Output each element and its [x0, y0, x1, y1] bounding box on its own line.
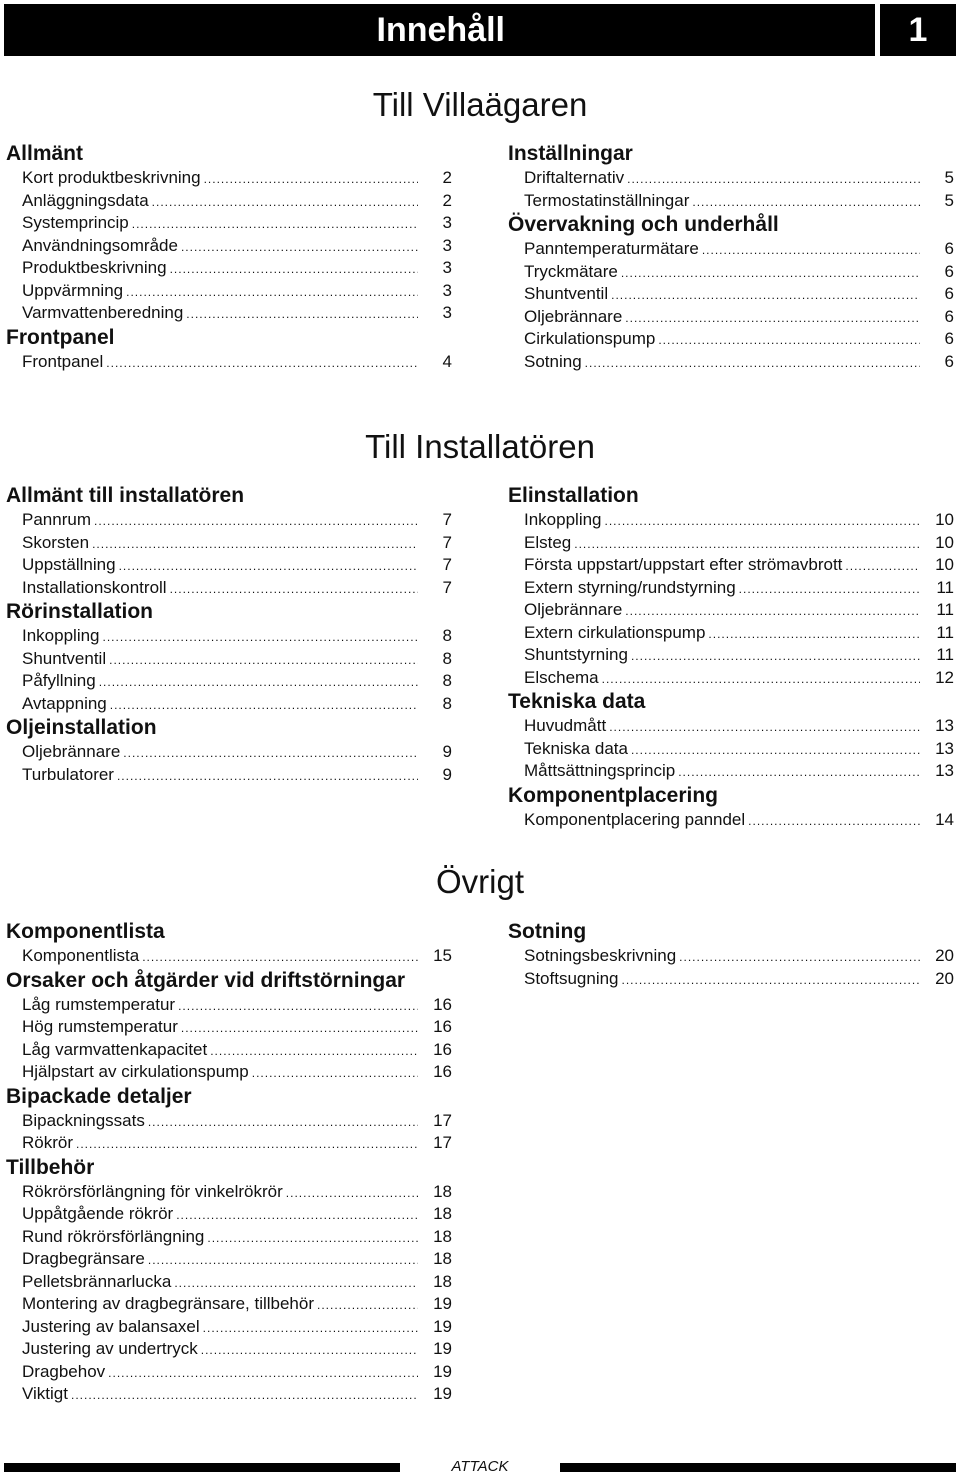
toc-entry-title: Justering av balansaxel: [22, 1316, 200, 1336]
toc-entry[interactable]: [6, 167, 452, 190]
toc-entry-page: 14: [935, 809, 954, 829]
toc-entry-title: Montering av dragbegränsare, tillbehör: [22, 1294, 315, 1313]
toc-entry-title: Oljebrännare: [524, 600, 623, 619]
toc-entry[interactable]: [508, 283, 954, 306]
toc-dot-leader: [108, 1362, 418, 1385]
toc-entry-title: Driftalternativ: [524, 168, 625, 187]
toc-entry-title: Frontpanel: [22, 351, 104, 371]
toc-entry[interactable]: [508, 306, 954, 329]
toc-dot-leader: [186, 303, 418, 326]
toc-dot-leader: [679, 946, 920, 969]
toc-entry-title: Inkoppling: [22, 626, 100, 645]
toc-entry[interactable]: [6, 1110, 452, 1133]
toc-entry[interactable]: [6, 577, 452, 600]
toc-group-heading: Rörinstallation: [6, 600, 154, 623]
toc-entry-title: Extern styrning/rundstyrning: [524, 577, 736, 597]
toc-entry-title: Dragbehov: [22, 1361, 106, 1381]
toc-entry-page: 18: [433, 1271, 452, 1291]
toc-entry-page: 3: [442, 303, 452, 322]
toc-entry-page: 16: [433, 1039, 452, 1059]
toc-entry-page: 7: [442, 510, 452, 529]
toc-group-heading: Tillbehör: [6, 1155, 95, 1179]
toc-dot-leader: [621, 262, 920, 285]
toc-entry[interactable]: [6, 509, 452, 532]
toc-entry-page: 10: [935, 510, 954, 529]
toc-dot-leader: [203, 1317, 418, 1340]
toc-entry-title: Uppställning: [22, 555, 116, 574]
toc-entry-page: 16: [433, 994, 452, 1014]
toc-entry-page: 3: [442, 258, 452, 277]
toc-entry[interactable]: [6, 1226, 452, 1249]
toc-entry-page: 16: [433, 1017, 452, 1036]
toc-entry-page: 18: [433, 1204, 452, 1223]
toc-dot-leader: [181, 1017, 418, 1040]
toc-entry-page: 17: [433, 1110, 452, 1130]
toc-entry[interactable]: [6, 257, 452, 280]
toc-entry-page: 10: [935, 532, 954, 552]
toc-entry[interactable]: [508, 945, 954, 968]
toc-entry[interactable]: [6, 1248, 452, 1271]
toc-entry[interactable]: [6, 1203, 452, 1226]
toc-entry[interactable]: [6, 190, 452, 213]
toc-entry-page: 6: [944, 284, 954, 303]
toc-entry-page: 11: [936, 645, 954, 664]
toc-dot-leader: [658, 329, 920, 352]
toc-entry[interactable]: [6, 1383, 452, 1406]
toc-column-ovrigt-right: [508, 919, 954, 990]
toc-entry-page: 8: [442, 693, 452, 713]
toc-entry[interactable]: [6, 280, 452, 303]
header-title-bar: [4, 4, 875, 56]
toc-entry[interactable]: [508, 715, 954, 738]
toc-entry[interactable]: [6, 625, 452, 648]
toc-entry[interactable]: [6, 670, 452, 693]
toc-entry-page: 7: [442, 555, 452, 574]
toc-entry[interactable]: [6, 1039, 452, 1062]
toc-column-ovrigt-left: [6, 919, 452, 1406]
toc-entry[interactable]: [6, 1061, 452, 1084]
toc-dot-leader: [76, 1133, 418, 1156]
toc-column-installatoren-right: [508, 483, 954, 831]
toc-entry-title: Låg varmvattenkapacitet: [22, 1039, 208, 1059]
toc-dot-leader: [605, 510, 920, 533]
toc-dot-leader: [574, 533, 920, 556]
page-title: Innehåll: [376, 11, 505, 49]
toc-entry-title: Varmvattenberedning: [22, 303, 184, 322]
toc-entry-title: Elsteg: [524, 532, 572, 552]
toc-dot-leader: [708, 623, 920, 646]
toc-entry-page: 7: [442, 532, 452, 552]
toc-dot-leader: [94, 510, 418, 533]
toc-entry-page: 11: [936, 622, 954, 642]
toc-entry-title: Påfyllning: [22, 671, 96, 690]
toc-dot-leader: [739, 578, 920, 601]
toc-entry[interactable]: [508, 509, 954, 532]
toc-dot-leader: [317, 1294, 418, 1317]
toc-entry[interactable]: [6, 994, 452, 1017]
toc-entry-title: Termostatinställningar: [524, 190, 690, 210]
toc-entry[interactable]: [6, 648, 452, 671]
toc-entry-title: Användningsområde: [22, 235, 178, 255]
toc-dot-leader: [132, 213, 418, 236]
toc-entry-title: Anläggningsdata: [22, 190, 149, 210]
toc-entry-title: Produktbeskrivning: [22, 258, 167, 277]
toc-entry-page: 13: [935, 761, 954, 780]
toc-entry-title: Uppvärmning: [22, 280, 124, 300]
toc-dot-leader: [252, 1062, 418, 1085]
toc-dot-leader: [210, 1040, 418, 1063]
toc-dot-leader: [174, 1272, 418, 1295]
toc-entry-page: 7: [442, 577, 452, 597]
toc-dot-leader: [631, 645, 920, 668]
toc-entry-title: Tryckmätare: [524, 261, 618, 281]
footer-rule-left: [4, 1463, 400, 1472]
section-title-installatoren: Till Installatören: [365, 428, 595, 465]
toc-group-heading: Frontpanel: [6, 325, 115, 349]
toc-group-heading: Allmänt: [6, 142, 84, 165]
toc-entry[interactable]: [508, 968, 954, 991]
toc-dot-leader: [702, 239, 920, 262]
toc-dot-leader: [178, 995, 418, 1018]
toc-group-heading: Oljeinstallation: [6, 716, 157, 739]
toc-dot-leader: [692, 191, 920, 214]
toc-group-heading: Komponentplacering: [508, 783, 719, 807]
toc-dot-leader: [119, 555, 418, 578]
toc-entry[interactable]: [508, 238, 954, 261]
toc-entry-page: 20: [935, 946, 954, 965]
toc-entry[interactable]: [6, 235, 452, 258]
toc-entry-page: 3: [442, 280, 452, 300]
toc-entry-title: Rökrörsförlängning för vinkelrökrör: [22, 1181, 283, 1201]
toc-entry-page: 11: [936, 577, 954, 597]
toc-dot-leader: [109, 649, 418, 672]
toc-entry[interactable]: [6, 1181, 452, 1204]
toc-entry[interactable]: [508, 622, 954, 645]
toc-group-heading: Elinstallation: [508, 484, 639, 507]
toc-entry-page: 8: [442, 626, 452, 645]
toc-entry-page: 17: [433, 1133, 452, 1152]
toc-entry-page: 6: [944, 261, 954, 281]
toc-entry-title: Bipackningssats: [22, 1110, 145, 1130]
toc-entry[interactable]: [508, 532, 954, 555]
toc-dot-leader: [170, 258, 418, 281]
page-number-box: 1: [880, 4, 956, 56]
toc-entry-page: 2: [442, 190, 452, 210]
toc-entry[interactable]: [6, 1016, 452, 1039]
toc-entry-page: 3: [442, 213, 452, 232]
toc-entry-page: 19: [433, 1316, 452, 1336]
section-title-villaagaren: Till Villaägaren: [372, 86, 588, 123]
toc-entry-page: 8: [442, 648, 452, 668]
section-title-ovrigt: Övrigt: [435, 863, 524, 900]
toc-dot-leader: [152, 191, 418, 214]
toc-entry-page: 19: [433, 1339, 452, 1358]
toc-dot-leader: [148, 1111, 418, 1134]
toc-entry-title: Pannrum: [22, 510, 91, 529]
toc-entry[interactable]: [6, 1338, 452, 1361]
toc-entry-title: Shuntventil: [22, 648, 107, 668]
toc-group-heading: Övervakning och underhåll: [508, 213, 779, 236]
toc-entry-title: Skorsten: [22, 532, 90, 552]
toc-dot-leader: [181, 236, 418, 259]
toc-dot-leader: [117, 765, 418, 788]
toc-entry-page: 19: [433, 1361, 452, 1381]
toc-entry-title: Installationskontroll: [22, 577, 167, 597]
toc-entry-title: Stoftsugning: [524, 968, 619, 988]
toc-entry-title: Första uppstart/uppstart efter strömavbrott: [524, 555, 843, 574]
toc-entry-page: 18: [433, 1249, 452, 1268]
toc-entry[interactable]: [508, 809, 954, 832]
toc-entry[interactable]: [6, 693, 452, 716]
toc-entry-page: 13: [935, 738, 954, 758]
toc-entry[interactable]: [508, 554, 954, 577]
toc-dot-leader: [123, 742, 418, 765]
toc-entry-title: Viktigt: [22, 1384, 68, 1403]
toc-dot-leader: [286, 1182, 418, 1205]
toc-entry-title: Hög rumstemperatur: [22, 1017, 178, 1036]
toc-dot-leader: [92, 533, 418, 556]
toc-entry-title: Oljebrännare: [22, 742, 121, 761]
toc-entry-title: Uppåtgående rökrör: [22, 1204, 174, 1223]
toc-entry[interactable]: [6, 1271, 452, 1294]
toc-entry[interactable]: [508, 760, 954, 783]
toc-entry-page: 11: [936, 600, 954, 619]
toc-group-heading: Sotning: [508, 920, 587, 943]
toc-entry-title: Shuntventil: [524, 284, 609, 303]
toc-entry[interactable]: [6, 741, 452, 764]
toc-entry-page: 16: [433, 1062, 452, 1081]
toc-entry-title: Tekniska data: [524, 738, 628, 758]
toc-entry-page: 6: [944, 306, 954, 326]
toc-entry-page: 12: [935, 667, 954, 687]
toc-entry-title: Hjälpstart av cirkulationspump: [22, 1062, 249, 1081]
toc-dot-leader: [611, 284, 920, 307]
toc-entry[interactable]: [508, 667, 954, 690]
toc-entry[interactable]: [6, 1361, 452, 1384]
toc-dot-leader: [142, 946, 418, 969]
toc-dot-leader: [207, 1227, 418, 1250]
toc-dot-leader: [71, 1384, 418, 1407]
toc-entry[interactable]: [6, 1293, 452, 1316]
toc-entry-page: 6: [944, 351, 954, 371]
toc-entry-title: Pelletsbrännarlucka: [22, 1271, 172, 1291]
toc-entry-page: 19: [433, 1294, 452, 1313]
toc-entry[interactable]: [6, 764, 452, 787]
footer-rule-right: [560, 1463, 956, 1472]
toc-entry[interactable]: [6, 212, 452, 235]
toc-column-villaagaren-right: [508, 141, 954, 373]
toc-dot-leader: [204, 168, 418, 191]
toc-entry[interactable]: [508, 261, 954, 284]
toc-entry-title: Avtappning: [22, 693, 107, 713]
toc-dot-leader: [585, 352, 920, 375]
toc-entry-page: 20: [935, 968, 954, 988]
toc-entry-page: 6: [944, 239, 954, 258]
toc-entry-page: 5: [944, 168, 954, 187]
toc-entry-title: Justering av undertryck: [22, 1339, 198, 1358]
toc-dot-leader: [176, 1204, 418, 1227]
toc-entry[interactable]: [6, 1132, 452, 1155]
toc-column-villaagaren-left: [6, 141, 452, 373]
toc-entry-title: Sotningsbeskrivning: [524, 946, 677, 965]
toc-entry[interactable]: [6, 554, 452, 577]
toc-entry[interactable]: [6, 302, 452, 325]
toc-entry[interactable]: [508, 351, 954, 374]
toc-dot-leader: [748, 810, 920, 833]
toc-dot-leader: [103, 626, 418, 649]
toc-entry-title: Rökrör: [22, 1133, 74, 1152]
toc-dot-leader: [106, 352, 418, 375]
toc-dot-leader: [625, 600, 920, 623]
toc-dot-leader: [609, 716, 920, 739]
toc-entry-title: Cirkulationspump: [524, 329, 656, 348]
toc-column-installatoren-left: [6, 483, 452, 786]
toc-group-heading: Tekniska data: [508, 690, 646, 713]
toc-dot-leader: [845, 555, 920, 578]
toc-entry-page: 9: [442, 764, 452, 784]
toc-entry-page: 2: [442, 168, 452, 187]
toc-dot-leader: [126, 281, 418, 304]
toc-entry[interactable]: [6, 1316, 452, 1339]
toc-entry[interactable]: [508, 577, 954, 600]
toc-entry-page: 18: [433, 1226, 452, 1246]
toc-entry-title: Turbulatorer: [22, 764, 114, 784]
toc-entry[interactable]: [6, 532, 452, 555]
toc-entry-page: 18: [433, 1181, 452, 1201]
toc-entry-page: 9: [442, 742, 452, 761]
toc-dot-leader: [622, 969, 920, 992]
toc-dot-leader: [170, 578, 418, 601]
toc-dot-leader: [631, 739, 920, 762]
toc-entry-title: Låg rumstemperatur: [22, 994, 176, 1014]
toc-dot-leader: [602, 668, 920, 691]
toc-entry-title: Sotning: [524, 351, 582, 371]
toc-entry-title: Kort produktbeskrivning: [22, 168, 201, 187]
toc-dot-leader: [99, 671, 418, 694]
toc-entry-page: 6: [944, 329, 954, 348]
toc-group-heading: Inställningar: [508, 142, 633, 165]
toc-entry[interactable]: [508, 738, 954, 761]
toc-entry-title: Måttsättningsprincip: [524, 761, 676, 780]
toc-entry-page: 10: [935, 555, 954, 574]
toc-entry-page: 5: [944, 190, 954, 210]
toc-entry-title: Komponentlista: [22, 946, 140, 965]
toc-entry[interactable]: [508, 190, 954, 213]
toc-entry-title: Inkoppling: [524, 510, 602, 529]
toc-group-heading: Orsaker och åtgärder vid driftstörningar: [6, 968, 406, 992]
toc-entry-title: Systemprincip: [22, 213, 129, 232]
toc-entry[interactable]: [508, 328, 954, 351]
toc-group-heading: Komponentlista: [6, 920, 165, 943]
toc-entry[interactable]: [6, 351, 452, 374]
toc-entry-title: Dragbegränsare: [22, 1249, 145, 1268]
toc-entry-page: 13: [935, 716, 954, 735]
toc-dot-leader: [678, 761, 920, 784]
toc-entry[interactable]: [6, 945, 452, 968]
toc-entry-title: Oljebrännare: [524, 306, 623, 326]
toc-entry[interactable]: [508, 167, 954, 190]
toc-entry-title: Komponentplacering panndel: [524, 809, 746, 829]
toc-entry-page: 4: [442, 351, 452, 371]
toc-entry-page: 8: [442, 671, 452, 690]
toc-entry-page: 15: [433, 946, 452, 965]
toc-entry-page: 19: [433, 1384, 452, 1403]
toc-entry[interactable]: [508, 644, 954, 667]
toc-entry-title: Huvudmått: [524, 716, 607, 735]
toc-entry-title: Shuntstyrning: [524, 645, 628, 664]
toc-entry-title: Panntemperaturmätare: [524, 239, 699, 258]
toc-group-heading: Allmänt till installatören: [6, 484, 245, 507]
toc-entry[interactable]: [508, 599, 954, 622]
toc-dot-leader: [625, 307, 920, 330]
toc-dot-leader: [201, 1339, 418, 1362]
toc-dot-leader: [627, 168, 920, 191]
toc-dot-leader: [148, 1249, 418, 1272]
toc-entry-title: Rund rökrörsförlängning: [22, 1226, 205, 1246]
toc-entry-page: 3: [442, 235, 452, 255]
toc-entry-title: Elschema: [524, 667, 599, 687]
toc-dot-leader: [110, 694, 418, 717]
toc-entry-title: Extern cirkulationspump: [524, 622, 706, 642]
footer-brand: ATTACK: [451, 1458, 509, 1475]
toc-group-heading: Bipackade detaljer: [6, 1084, 192, 1108]
